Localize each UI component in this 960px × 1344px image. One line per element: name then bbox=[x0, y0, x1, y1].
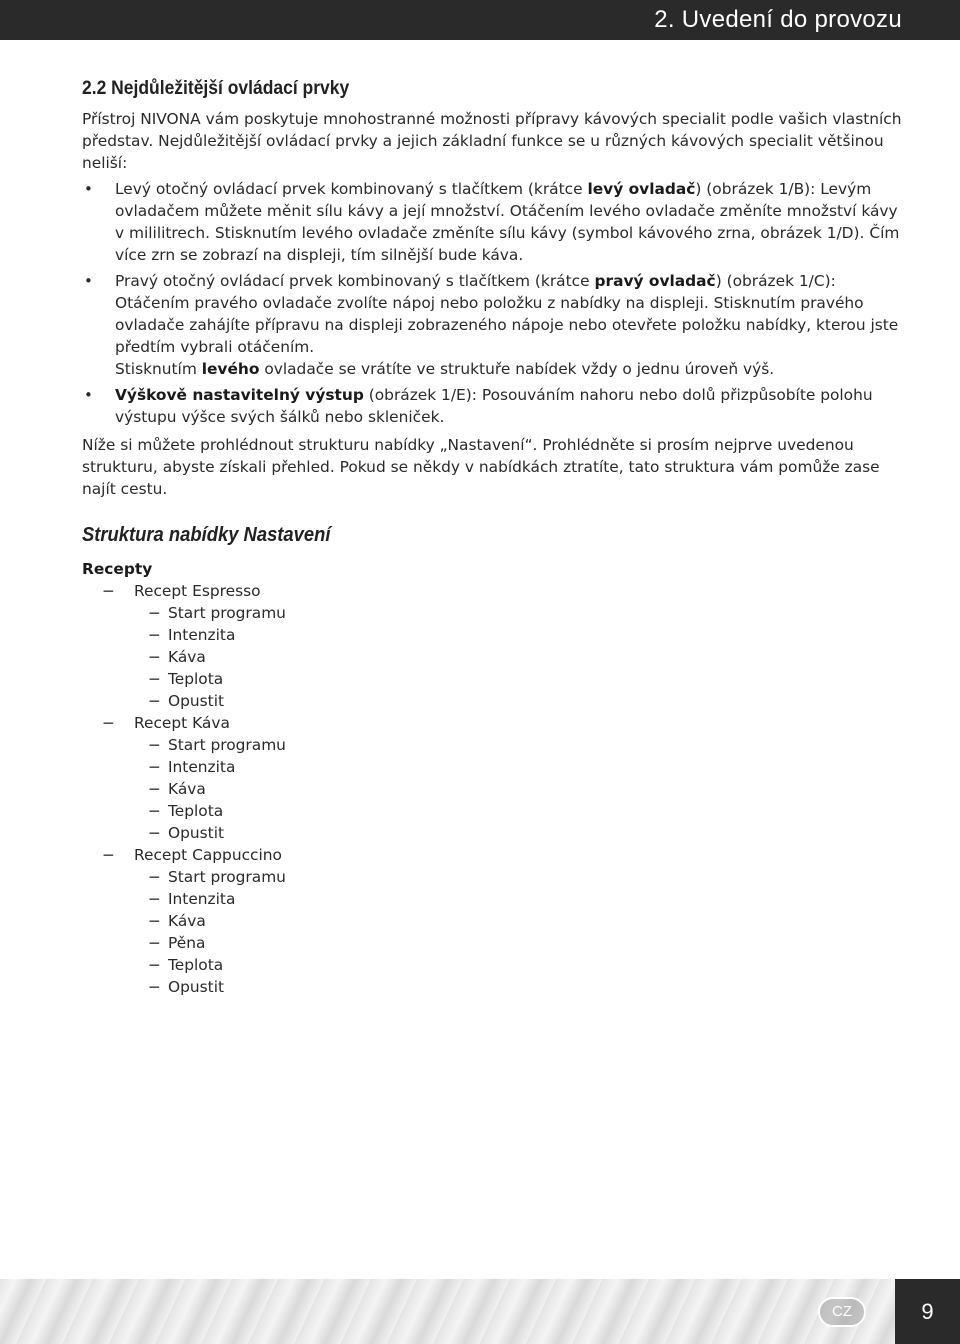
section-heading: 2.2 Nejdůležitější ovládací prvky bbox=[82, 78, 350, 99]
dash-icon: − bbox=[148, 604, 161, 622]
menu-item-label: Start programu bbox=[168, 736, 286, 754]
menu-item-label: Opustit bbox=[168, 692, 225, 710]
menu-item-label: Intenzita bbox=[168, 890, 236, 908]
menu-item-label: Start programu bbox=[168, 868, 286, 886]
menu-item bbox=[82, 690, 902, 712]
menu-item bbox=[82, 624, 902, 646]
bullet-text: ovladače se vrátíte ve struktuře nabídek vždy o jednu úroveň výš. bbox=[259, 360, 775, 378]
bullet-right-dial bbox=[82, 270, 902, 380]
bullet-bold: levého bbox=[201, 360, 260, 378]
menu-item bbox=[82, 932, 902, 954]
menu-group bbox=[82, 712, 902, 734]
menu-item-label: Teplota bbox=[168, 802, 224, 820]
dash-icon: − bbox=[148, 648, 161, 666]
bullet-text: Stisknutím bbox=[115, 360, 202, 378]
menu-structure-heading: Struktura nabídky Nastavení bbox=[82, 524, 331, 546]
controls-list bbox=[82, 178, 902, 428]
dash-icon: − bbox=[148, 736, 161, 754]
menu-item bbox=[82, 954, 902, 976]
dash-icon: − bbox=[148, 890, 161, 908]
dash-icon: − bbox=[148, 692, 161, 710]
closing-paragraph: Níže si můžete prohlédnout strukturu nabídky „Nastavení“. Prohlédněte si prosím nejprve uvedenou strukturu, abyste získali přehled. Pokud se někdy v nabídkách ztratíte, tato struktura vám pomůže zase najít cestu. bbox=[82, 436, 880, 498]
menu-item-label: Káva bbox=[168, 648, 206, 666]
menu-item-label: Teplota bbox=[168, 956, 224, 974]
header-bar bbox=[0, 0, 960, 40]
dash-icon: − bbox=[148, 934, 161, 952]
menu-item bbox=[82, 800, 902, 822]
bullet-left-dial bbox=[82, 178, 902, 266]
menu-item bbox=[82, 778, 902, 800]
bullet-spout bbox=[82, 384, 902, 428]
menu-item-label: Káva bbox=[168, 780, 206, 798]
menu-item-label: Opustit bbox=[168, 978, 225, 996]
dash-icon: − bbox=[148, 758, 161, 776]
menu-item-label: Intenzita bbox=[168, 626, 236, 644]
menu-item bbox=[82, 734, 902, 756]
bullet-text: (obrázek 1/E): Posouváním nahoru nebo dolů přizpůsobíte polohu výstupu výšce svých šálků nebo skleniček. bbox=[115, 386, 873, 426]
menu-item-label: Start programu bbox=[168, 604, 286, 622]
language-badge: CZ bbox=[818, 1297, 866, 1327]
bullet-bold: Výškově nastavitelný výstup bbox=[115, 386, 364, 404]
dash-icon: − bbox=[148, 978, 161, 996]
bullet-icon: • bbox=[84, 272, 93, 290]
menu-item bbox=[82, 866, 902, 888]
intro-paragraph: Přístroj NIVONA vám poskytuje mnohostranné možnosti přípravy kávových specialit podle vašich vlastních představ. Nejdůležitější ovládací prvky a jejich základní funkce se u různých kávových specialit většinou neliší: bbox=[82, 110, 902, 172]
dash-icon: − bbox=[148, 868, 161, 886]
dash-icon: − bbox=[102, 714, 115, 732]
dash-icon: − bbox=[102, 582, 115, 600]
menu-item-label: Recept Cappuccino bbox=[134, 846, 282, 864]
menu-item-label: Opustit bbox=[168, 824, 225, 842]
menu-root-label: Recepty bbox=[82, 560, 153, 578]
menu-item-label: Pěna bbox=[168, 934, 206, 952]
menu-item-label: Teplota bbox=[168, 670, 224, 688]
menu-group bbox=[82, 844, 902, 866]
menu-item bbox=[82, 756, 902, 778]
chapter-title: 2. Uvedení do provozu bbox=[654, 6, 902, 33]
bullet-text: Levý otočný ovládací prvek kombinovaný s tlačítkem (krátce bbox=[115, 180, 588, 198]
dash-icon: − bbox=[148, 802, 161, 820]
footer-decoration bbox=[0, 1279, 895, 1344]
menu-item bbox=[82, 888, 902, 910]
menu-group bbox=[82, 580, 902, 602]
dash-icon: − bbox=[148, 670, 161, 688]
bullet-text: ) (obrázek 1/B): Levým ovladačem můžete měnit sílu kávy a její množství. Otáčením levého ovladače změníte množství kávy v mililitrech. Stisknutím levého ovladače změníte sílu kávy (symbol kávového zrna, obrázek 1/D). Čím více zrn se zobrazí na displeji, tím silnější bude káva. bbox=[115, 180, 900, 264]
menu-item-label: Káva bbox=[168, 912, 206, 930]
menu-tree bbox=[82, 580, 902, 998]
menu-item bbox=[82, 602, 902, 624]
menu-item bbox=[82, 910, 902, 932]
menu-item bbox=[82, 976, 902, 998]
menu-item-label: Intenzita bbox=[168, 758, 236, 776]
page-number: 9 bbox=[895, 1279, 960, 1344]
page-content bbox=[82, 76, 902, 998]
dash-icon: − bbox=[148, 912, 161, 930]
dash-icon: − bbox=[148, 824, 161, 842]
dash-icon: − bbox=[148, 956, 161, 974]
bullet-icon: • bbox=[84, 386, 93, 404]
dash-icon: − bbox=[148, 780, 161, 798]
bullet-text: Pravý otočný ovládací prvek kombinovaný s tlačítkem (krátce bbox=[115, 272, 595, 290]
menu-item bbox=[82, 646, 902, 668]
bullet-bold: pravý ovladač bbox=[594, 272, 716, 290]
bullet-icon: • bbox=[84, 180, 93, 198]
bullet-text: ) (obrázek 1/C): Otáčením pravého ovladače zvolíte nápoj nebo položku z nabídky na displeji. Stisknutím pravého ovladače zahájíte přípravu na displeji zobrazeného nápoje nebo otevřete položku nabídky, kterou jste předtím vybrali otáčením. bbox=[115, 272, 899, 356]
menu-item bbox=[82, 668, 902, 690]
bullet-bold: levý ovladač bbox=[587, 180, 696, 198]
dash-icon: − bbox=[148, 626, 161, 644]
menu-item bbox=[82, 822, 902, 844]
menu-item-label: Recept Espresso bbox=[134, 582, 261, 600]
dash-icon: − bbox=[102, 846, 115, 864]
menu-item-label: Recept Káva bbox=[134, 714, 230, 732]
